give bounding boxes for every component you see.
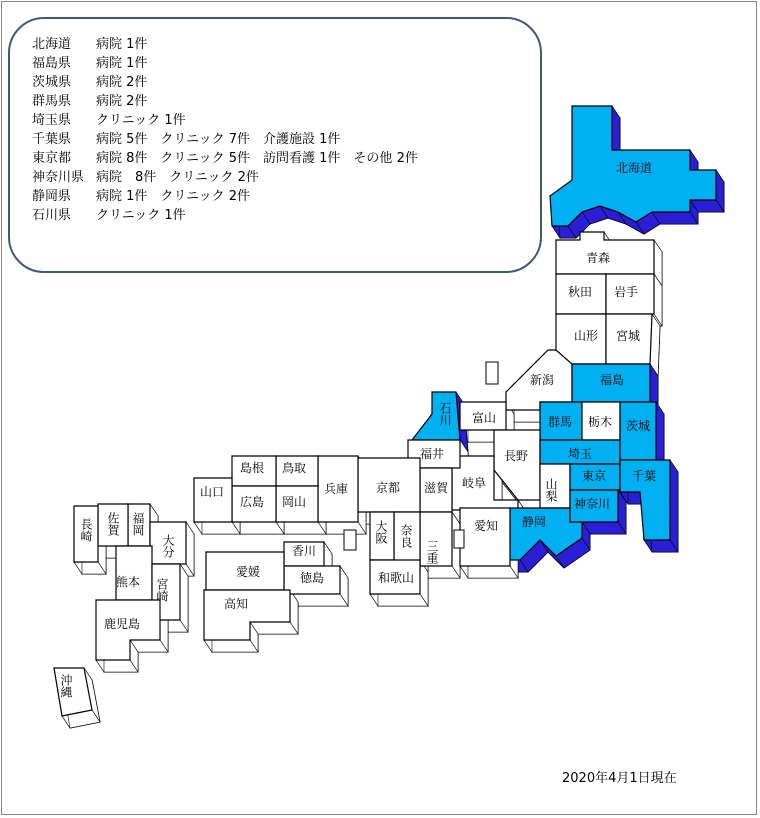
prefecture-side-aichi [460, 566, 518, 578]
label-tokyo: 東京 [581, 469, 607, 483]
legend-prefecture: 福島県 [32, 56, 72, 71]
label-fukui: 福井 [419, 447, 445, 461]
label-saga: 佐賀 [106, 512, 120, 536]
legend-prefecture: 東京都 [32, 151, 72, 166]
label-osaka: 大阪 [374, 520, 388, 544]
label-kagawa: 香川 [291, 544, 317, 558]
legend-count: 病院 1件 [96, 37, 148, 52]
legend-count: 病院 8件 クリニック 2件 [96, 170, 259, 185]
label-ishikawa: 石川 [438, 402, 452, 426]
legend-count: 病院 1件 [96, 56, 148, 71]
label-kochi: 高知 [223, 597, 249, 611]
label-aomori: 青森 [585, 251, 611, 265]
label-miyazaki: 宮崎 [155, 578, 169, 602]
label-ibaraki: 茨城 [625, 419, 651, 433]
legend-count: クリニック 1件 [96, 113, 186, 128]
label-kagoshima: 鹿児島 [103, 617, 141, 631]
label-mie: 三重 [425, 540, 439, 564]
label-nara: 奈良 [399, 524, 413, 548]
legend-count: 病院 2件 [96, 94, 148, 109]
island-shape [486, 362, 498, 384]
label-shiga: 滋賀 [423, 481, 449, 495]
label-akita: 秋田 [567, 285, 593, 299]
label-oita: 大分 [161, 534, 175, 558]
legend-count: 病院 5件 クリニック 7件 介護施設 1件 [96, 132, 341, 147]
label-chiba: 千葉 [631, 469, 657, 483]
label-gifu: 岐阜 [461, 476, 487, 490]
legend-prefecture: 北海道 [32, 37, 72, 52]
legend-count: 病院 2件 [96, 75, 148, 90]
label-ehime: 愛媛 [235, 565, 261, 579]
label-fukuoka: 福岡 [131, 512, 145, 536]
prefecture-side-kochi [250, 622, 298, 634]
prefecture-layer [54, 106, 716, 716]
legend-prefecture: 静岡県 [32, 189, 72, 204]
legend-prefecture: 石川県 [32, 208, 72, 223]
label-yamanashi: 山梨 [544, 478, 558, 502]
island-shape [344, 530, 356, 550]
label-shizuoka: 静岡 [521, 515, 547, 529]
label-kanagawa: 神奈川 [573, 497, 611, 511]
label-toyama: 富山 [471, 411, 497, 425]
label-shimane: 島根 [239, 461, 265, 475]
label-tottori: 鳥取 [281, 461, 307, 475]
legend-count: 病院 1件 クリニック 2件 [96, 189, 251, 204]
legend-count: 病院 8件 クリニック 5件 訪問看護 1件 その他 2件 [96, 151, 418, 166]
label-aichi: 愛知 [473, 519, 499, 533]
label-nagano: 長野 [503, 449, 529, 463]
prefecture-side-chiba [670, 460, 678, 552]
prefecture-kumamoto[interactable] [116, 546, 152, 600]
label-iwate: 岩手 [613, 285, 639, 299]
label-yamaguchi: 山口 [199, 485, 225, 499]
label-fukushima: 福島 [599, 373, 625, 387]
prefecture-ishikawa[interactable] [412, 392, 460, 440]
label-okayama: 岡山 [281, 495, 307, 509]
label-hiroshima: 広島 [239, 495, 265, 509]
label-nagasaki: 長崎 [79, 518, 93, 542]
label-niigata: 新潟 [529, 373, 555, 387]
prefecture-aichi[interactable] [460, 508, 510, 566]
island-shape [454, 530, 464, 548]
label-kyoto: 京都 [375, 481, 401, 495]
date-note: 2020年4月1日現在 [562, 771, 677, 786]
label-gunma: 群馬 [547, 415, 573, 429]
prefecture-side-wakayama [370, 594, 428, 606]
label-kumamoto: 熊本 [115, 575, 141, 589]
label-saitama: 埼玉 [567, 447, 593, 461]
label-tochigi: 栃木 [587, 415, 613, 429]
legend-prefecture: 群馬県 [32, 94, 72, 109]
legend-count: クリニック 1件 [96, 208, 186, 223]
label-tokushima: 徳島 [299, 571, 325, 585]
label-miyagi: 宮城 [615, 329, 641, 343]
label-okinawa: 沖縄 [59, 674, 73, 698]
label-hokkaido: 北海道 [615, 161, 653, 175]
legend-prefecture: 埼玉県 [32, 113, 72, 128]
label-hyogo: 兵庫 [323, 482, 349, 496]
label-wakayama: 和歌山 [377, 571, 415, 585]
legend-prefecture: 茨城県 [32, 75, 72, 90]
label-yamagata: 山形 [573, 329, 599, 343]
legend-prefecture: 神奈川県 [32, 170, 85, 185]
legend-prefecture: 千葉県 [32, 132, 72, 147]
